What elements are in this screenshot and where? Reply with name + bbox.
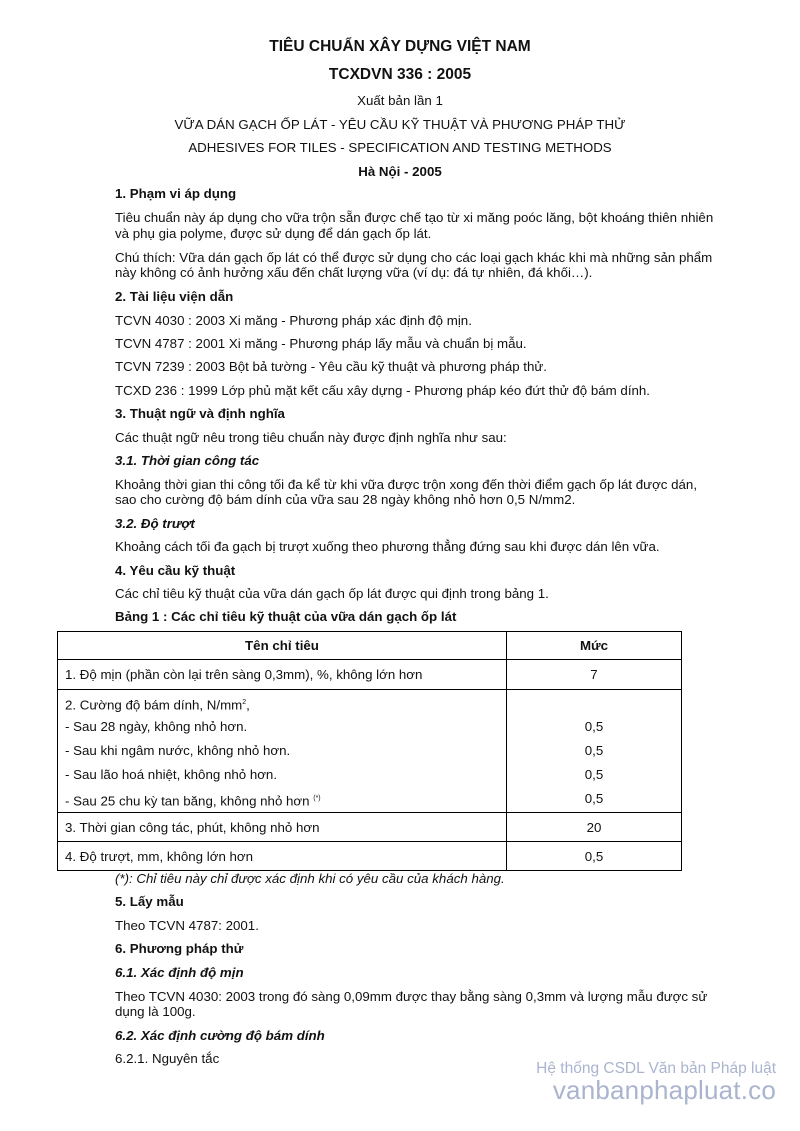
table-header-row (58, 632, 682, 660)
note-line: này không có ảnh hưởng xấu đến chất lượng vữa (ví dụ: đá tự nhiên, đá khối…). (115, 265, 593, 280)
row-value (507, 690, 682, 813)
table-row (58, 813, 682, 842)
reference-item: TCXD 236 : 1999 Lớp phủ mặt kết cấu xây dựng - Phương pháp kéo đứt thử độ bám dính. (115, 383, 650, 398)
row-subitem: - Sau 28 ngày, không nhỏ hơn. (65, 719, 248, 734)
paragraph-line: sao cho cường độ bám dính của vữa sau 28 ngày không nhỏ hơn 0,5 N/mm2. (115, 492, 576, 507)
edition-note: Xuất bản lần 1 (357, 93, 443, 108)
note-line: Chú thích: Vữa dán gạch ốp lát có thể được sử dụng cho các loại gạch khác khi mà những sản phẩm (115, 250, 713, 265)
watermark-site: vanbanphapluat.co (552, 1075, 776, 1105)
row-name: 1. Độ mịn (phần còn lại trên sàng 0,3mm), %, không lớn hơn (58, 660, 507, 690)
paragraph-line: Tiêu chuẩn này áp dụng cho vữa trộn sẵn được chế tạo từ xi măng poóc lăng, bột khoáng thiên nhiên (115, 210, 714, 225)
row-name (58, 690, 507, 813)
paragraph-line: Theo TCVN 4787: 2001. (115, 918, 259, 933)
row-subitem: - Sau lão hoá nhiệt, không nhỏ hơn. (65, 767, 278, 782)
reference-item: TCVN 4030 : 2003 Xi măng - Phương pháp xác định độ mịn. (115, 313, 472, 328)
row-value: 20 (507, 813, 682, 842)
paragraph-line: Các thuật ngữ nêu trong tiêu chuẩn này được định nghĩa như sau: (115, 430, 507, 445)
section-2-heading: 2. Tài liệu viện dẫn (115, 289, 234, 304)
watermark-caption: Hệ thống CSDL Văn bản Pháp luật (536, 1060, 776, 1077)
row-subvalue: 0,5 (584, 719, 604, 734)
paragraph-line: Khoảng cách tối đa gạch bị trượt xuống theo phương thẳng đứng sau khi được dán lên vữa. (115, 539, 660, 554)
row-name: 3. Thời gian công tác, phút, không nhỏ hơn (58, 813, 507, 842)
table-caption: Bảng 1 : Các chỉ tiêu kỹ thuật của vữa dán gạch ốp lát (115, 609, 457, 624)
reference-item: TCVN 7239 : 2003 Bột bả tường - Yêu cầu kỹ thuật và phương pháp thử. (115, 359, 547, 374)
section-3-heading: 3. Thuật ngữ và định nghĩa (115, 406, 285, 421)
subsection-6-2-heading: 6.2. Xác định cường độ bám dính (115, 1028, 325, 1043)
paragraph-line: 6.2.1. Nguyên tắc (115, 1051, 220, 1066)
table-row (58, 690, 682, 813)
row-subheading: 2. Cường độ bám dính, $N/mm^2$, (65, 697, 250, 713)
subsection-6-1-heading: 6.1. Xác định độ mịn (115, 965, 244, 980)
row-name: 4. Độ trượt, mm, không lớn hơn (58, 842, 507, 871)
table-footnote: (*): Chỉ tiêu này chỉ được xác định khi có yêu cầu của khách hàng. (115, 871, 505, 886)
reference-item: TCVN 4787 : 2001 Xi măng - Phương pháp lấy mẫu và chuẩn bị mẫu. (115, 336, 527, 351)
section-1-heading: 1. Phạm vi áp dụng (115, 186, 237, 201)
subsection-3-2-heading: 3.2. Độ trượt (115, 516, 195, 531)
paragraph-line: Khoảng thời gian thi công tối đa kể từ khi vữa được trộn xong đến thời điểm gạch ốp lát được dán, (115, 477, 698, 492)
spec-table (57, 631, 682, 871)
row-value: 7 (507, 660, 682, 690)
standard-code: TCXDVN 336 : 2005 (328, 66, 472, 83)
section-4-heading: 4. Yêu cầu kỹ thuật (115, 563, 236, 578)
paragraph-line: dụng là 100g. (115, 1004, 196, 1019)
standard-name-vi: VỮA DÁN GẠCH ỐP LÁT - YÊU CẦU KỸ THUẬT VÀ PHƯƠNG PHÁP THỬ (174, 117, 626, 132)
row-subitem: - Sau khi ngâm nước, không nhỏ hơn. (65, 743, 291, 758)
subsection-3-1-heading: 3.1. Thời gian công tác (115, 453, 260, 468)
column-header-name: Tên chỉ tiêu (58, 632, 507, 660)
row-subvalue: 0,5 (584, 791, 604, 806)
section-6-heading: 6. Phương pháp thử (115, 941, 244, 956)
row-subvalue: 0,5 (584, 767, 604, 782)
standard-name-en: ADHESIVES FOR TILES - SPECIFICATION AND TESTING METHODS (188, 140, 612, 155)
column-header-value: Mức (507, 632, 682, 660)
document-title: TIÊU CHUẨN XÂY DỰNG VIỆT NAM (269, 38, 531, 55)
paragraph-line: và phụ gia polyme, được sử dụng để dán gạch ốp lát. (115, 226, 432, 241)
paragraph-line: Các chỉ tiêu kỹ thuật của vữa dán gạch ốp lát được qui định trong bảng 1. (115, 586, 549, 601)
row-subvalue: 0,5 (584, 743, 604, 758)
row-value: 0,5 (507, 842, 682, 871)
row-subitem: - Sau 25 chu kỳ tan băng, không nhỏ hơn (*) (65, 793, 321, 809)
table-row (58, 660, 682, 690)
place-year: Hà Nội - 2005 (358, 164, 442, 179)
section-5-heading: 5. Lấy mẫu (115, 894, 184, 909)
paragraph-line: Theo TCVN 4030: 2003 trong đó sàng 0,09mm được thay bằng sàng 0,3mm và lượng mẫu được sử (115, 989, 708, 1004)
table-row (58, 842, 682, 871)
